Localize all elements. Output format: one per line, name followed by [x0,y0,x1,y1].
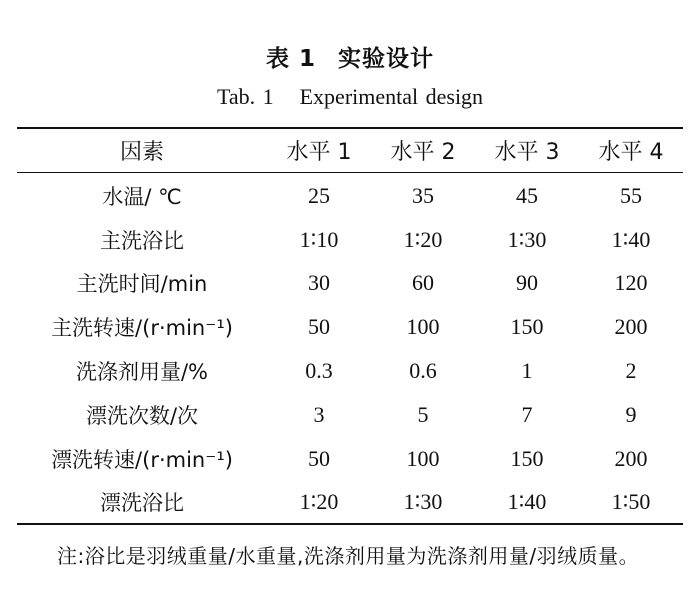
table-number-en: Tab. 1 [216,84,274,109]
value-cell: 1∶40 [507,489,547,515]
table-header-row [17,129,683,172]
factor-cell: 洗涤剂用量/% [75,360,209,385]
value-cell: 30 [308,270,330,296]
factor-cell: 漂洗转速/(r·min⁻¹) [51,447,233,472]
value-cell: 1∶20 [299,489,339,515]
value-cell: 3 [313,401,325,427]
factor-cell: 主洗时间/min [76,272,208,297]
value-cell: 90 [516,270,538,296]
value-cell: 150 [510,445,544,471]
table-row [17,393,683,437]
value-cell: 100 [406,314,440,340]
factor-cell: 漂洗次数/次 [85,403,199,428]
value-cell: 0.3 [305,358,333,384]
experimental-design-table [17,129,683,524]
table-title-en: Experimental design [299,84,484,109]
table-footnote: 注:浴比是羽绒重量/水重量,洗涤剂用量为洗涤剂用量/羽绒质量。 [57,544,640,568]
value-cell: 0.6 [409,358,437,384]
value-cell: 120 [614,270,648,296]
header-level-2: 水平 2 [390,140,456,165]
table-row [17,437,683,481]
header-level-4: 水平 4 [598,140,664,165]
table-row [17,218,683,262]
factor-cell: 水温/ ℃ [102,184,182,209]
value-cell: 45 [516,182,538,208]
value-cell: 1 [521,358,533,384]
value-cell: 1∶10 [299,226,339,252]
value-cell: 50 [308,314,330,340]
value-cell: 1∶50 [611,489,651,515]
value-cell: 2 [625,358,637,384]
value-cell: 1∶20 [403,226,443,252]
value-cell: 60 [412,270,434,296]
value-cell: 100 [406,445,440,471]
factor-cell: 主洗转速/(r·min⁻¹) [51,316,233,341]
table-row [17,262,683,306]
table-row [17,172,683,218]
table-caption-en [0,84,700,110]
value-cell: 50 [308,445,330,471]
table-row [17,481,683,525]
table-number-cn: 表 1 [265,46,316,72]
header-factor: 因素 [119,140,164,165]
table-caption-cn [0,40,700,73]
table-row [17,349,683,393]
value-cell: 1∶30 [403,489,443,515]
value-cell: 35 [412,182,434,208]
value-cell: 150 [510,314,544,340]
value-cell: 200 [614,445,648,471]
value-cell: 1∶30 [507,226,547,252]
value-cell: 5 [417,401,429,427]
factor-cell: 漂洗浴比 [100,491,184,516]
value-cell: 200 [614,314,648,340]
value-cell: 25 [308,182,330,208]
table-row [17,305,683,349]
header-level-1: 水平 1 [286,140,352,165]
table-title-cn: 实验设计 [338,46,434,72]
value-cell: 1∶40 [611,226,651,252]
factor-cell: 主洗浴比 [100,228,184,253]
value-cell: 7 [521,401,533,427]
value-cell: 55 [620,182,642,208]
value-cell: 9 [625,401,637,427]
header-level-3: 水平 3 [494,140,560,165]
